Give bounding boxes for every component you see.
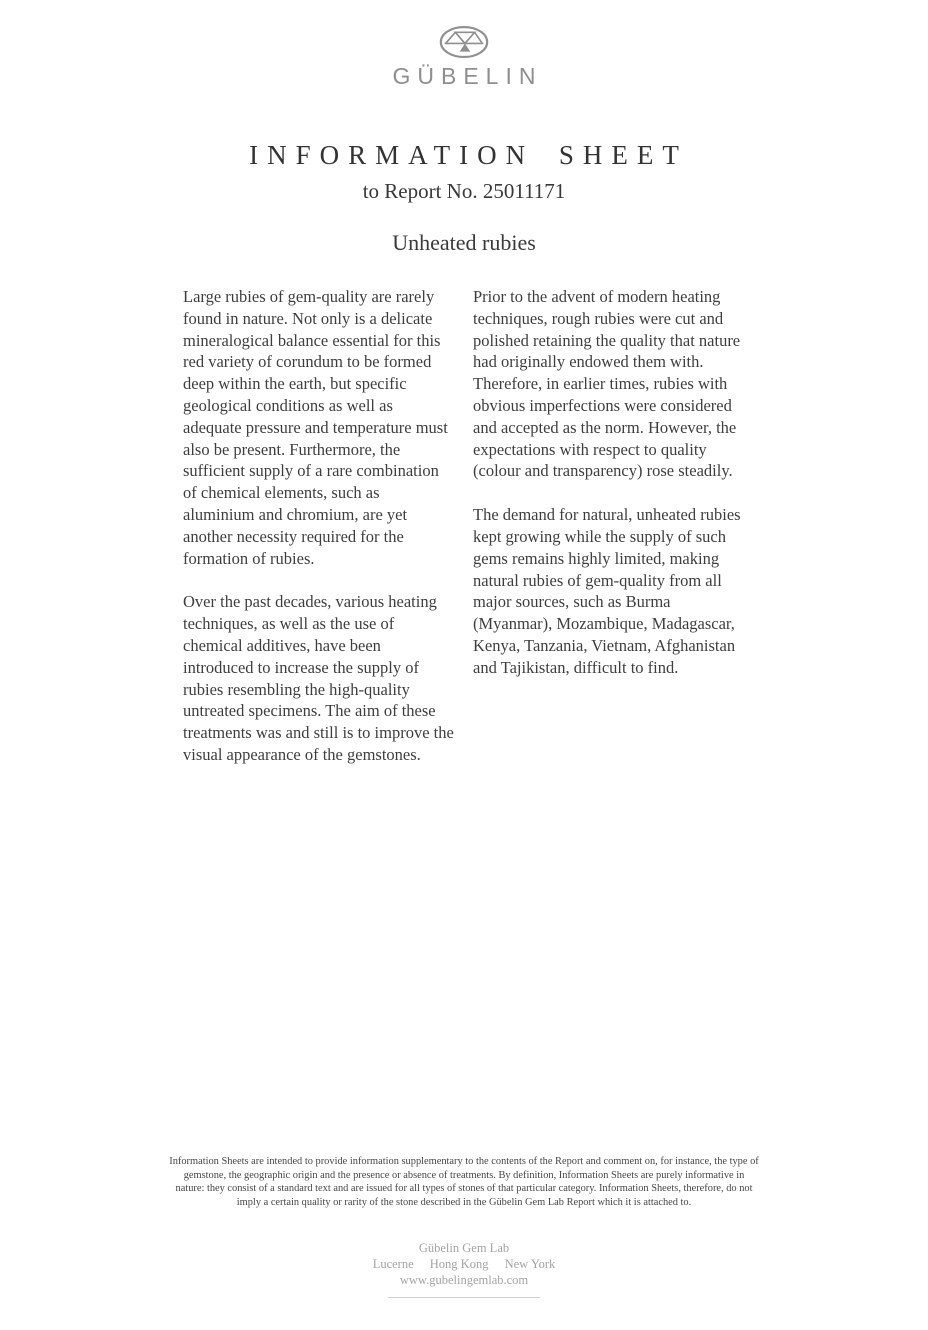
paragraph-right-2: The demand for natural, unheated rubies kept growing while the supply of such gems remains highly limited, making natural rubies of gem-quality from all major sources, such as Burma (Myanmar), Mozambique, Madagascar, Kenya, Tanzania, Vietnam, Afghanistan and Tajikistan, difficult to find. (473, 505, 741, 677)
paragraph-left-1: Large rubies of gem-quality are rarely found in nature. Not only is a delicate mineralogical balance essential for this red variety of corundum to be formed deep within the earth, but specific geological conditions as well as adequate pressure and temperature must also be present. Furthermore, the sufficient supply of a rare combination of chemical elements, such as aluminium and chromium, are yet another necessity required for the formation of rubies. (183, 287, 448, 568)
footer (0, 1241, 928, 1298)
lab-name: Gübelin Gem Lab (418, 1241, 510, 1255)
brand-header (0, 22, 928, 90)
location-lucerne: Lucerne (372, 1256, 414, 1271)
website-url: www.gubelingemlab.com (399, 1272, 529, 1287)
disclaimer-text: Information Sheets are intended to provide information supplementary to the contents of the Report and comment on, for instance, the type of gemstone, the geographic origin and the presence or absence of treatments. By definition, Information Sheets are purely informative in nature: they consist of a standard text and are issued for all types of stones of that particular category. Information Sheets, therefore, do not imply a certain quality or rarity of the stone described in the Gübelin Gem Lab Report which it is attached to. (169, 1156, 759, 1208)
footer-divider (388, 1297, 540, 1298)
gubelin-logo-icon (435, 22, 493, 62)
page-title: INFORMATION SHEET (249, 140, 688, 170)
section-heading: Unheated rubies (392, 230, 536, 255)
left-column (183, 286, 455, 788)
title-block (0, 140, 928, 204)
report-number: to Report No. 25011171 (362, 179, 566, 203)
lab-locations (0, 1257, 928, 1273)
location-hong-kong: Hong Kong (429, 1256, 489, 1271)
paragraph-left-2: Over the past decades, various heating techniques, as well as the use of chemical additives, have been introduced to increase the supply of rubies resembling the high-quality untreated specimens. The aim of these treatments was and still is to improve the visual appearance of the gemstones. (183, 592, 454, 764)
paragraph-right-1: Prior to the advent of modern heating techniques, rough rubies were cut and polished retaining the quality that nature had originally endowed them with. Therefore, in earlier times, rubies with obvious imperfections were considered and accepted as the norm. However, the expectations with respect to quality (colour and transparency) rose steadily. (473, 287, 741, 481)
location-new-york: New York (504, 1256, 556, 1271)
right-column (473, 286, 745, 788)
body-columns (183, 286, 745, 788)
brand-wordmark: GÜBELIN (392, 63, 543, 89)
